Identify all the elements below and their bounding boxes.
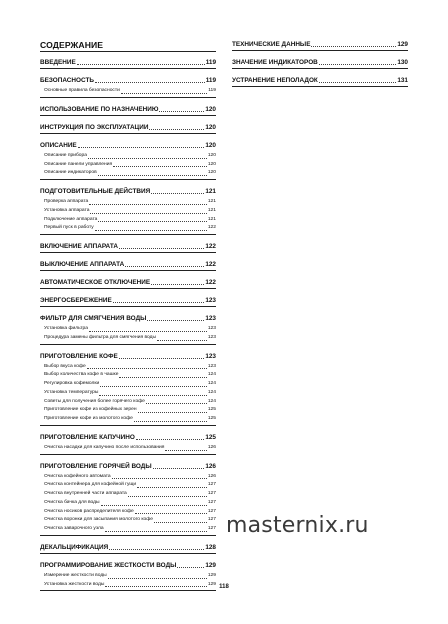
toc-subitems: [40, 87, 216, 96]
toc-subitem: [40, 398, 216, 407]
toc-entry-title: БЕЗОПАСНОСТЬ: [40, 77, 94, 84]
toc-subitem: [40, 371, 216, 380]
toc-page-number: 120: [207, 152, 216, 158]
toc-section-heading: [232, 58, 408, 67]
dot-leader: [128, 495, 207, 497]
toc-entry-title: ВЫКЛЮЧЕНИЕ АППАРАТА: [40, 261, 125, 268]
toc-entry-title: АВТОМАТИЧЕСКОЕ ОТКЛЮЧЕНИЕ: [40, 279, 151, 286]
dot-leader: [89, 330, 207, 332]
toc-page-number: 122: [205, 261, 216, 268]
toc-section: [40, 543, 216, 554]
toc-entry-title: ОПИСАНИЕ: [40, 141, 77, 149]
toc-page-number: 120: [205, 105, 216, 113]
toc-entry-title: Приготовление кофе из кофейных зерен: [44, 407, 137, 413]
toc-page-number: 122: [205, 243, 216, 250]
dot-leader: [146, 402, 207, 404]
toc-section: [40, 296, 216, 307]
dot-leader: [137, 486, 207, 488]
toc-section: [40, 123, 216, 134]
toc-entry-title: Установка фильтра: [44, 326, 88, 331]
toc-subitem: [40, 87, 216, 96]
dot-leader: [90, 212, 206, 214]
toc-page-number: 125: [207, 416, 216, 421]
toc-section-heading: [40, 462, 216, 471]
toc-section-heading: [40, 352, 216, 361]
toc-subitem: [40, 508, 216, 517]
toc-page-number: 120: [205, 123, 216, 131]
toc-entry-title: ВКЛЮЧЕНИЕ АППАРАТА: [40, 243, 118, 250]
toc-section-heading: [40, 123, 216, 132]
toc-subitem: [40, 490, 216, 499]
toc-page-number: 121: [207, 199, 216, 204]
toc-subitem: [40, 224, 216, 233]
dot-leader: [113, 165, 207, 167]
toc-subitem: [40, 216, 216, 225]
toc-entry-title: ПРИГОТОВЛЕНИЕ ГОРЯЧЕЙ ВОДЫ: [40, 462, 152, 470]
toc-entry-title: ВВЕДЕНИЕ: [40, 59, 76, 66]
dot-leader: [165, 449, 206, 451]
toc-page-number: 123: [207, 326, 216, 331]
dot-leader: [147, 319, 204, 321]
toc-section-heading: [40, 314, 216, 323]
toc-section: [40, 260, 216, 271]
toc-page-number: 126: [207, 444, 216, 450]
toc-subitems: [40, 444, 216, 453]
toc-section: [40, 278, 216, 289]
toc-entry-title: Очистка насадки для капучино после использования: [44, 444, 165, 450]
toc-right-list: [232, 40, 408, 87]
toc-entry-title: Установка аппарата: [44, 207, 90, 213]
toc-page-number: 121: [205, 188, 216, 195]
dot-leader: [112, 477, 207, 479]
toc-section: [232, 58, 408, 69]
toc-subitem: [40, 572, 216, 581]
toc-subitem: [40, 161, 216, 170]
toc-subitem: [40, 198, 216, 207]
toc-section: [40, 58, 216, 69]
toc-page-number: 121: [207, 216, 216, 222]
toc-entry-title: ДЕКАЛЬЦИФИКАЦИЯ: [40, 543, 109, 551]
toc-section: [40, 187, 216, 235]
toc-subitem: [40, 525, 216, 534]
toc-entry-title: Основные правила безопасности: [44, 88, 120, 93]
toc-entry-title: Советы для получения более горячего кофе: [44, 398, 145, 404]
dot-leader: [89, 203, 207, 205]
dot-leader: [135, 512, 207, 514]
toc-page-number: 127: [207, 491, 216, 496]
toc-page-number: 127: [207, 499, 216, 505]
dot-leader: [136, 438, 205, 440]
toc-page-number: 120: [207, 161, 216, 167]
dot-leader: [88, 157, 207, 159]
toc-entry-title: ПРИГОТОВЛЕНИЕ КОФЕ: [40, 352, 118, 360]
dot-leader: [87, 367, 207, 369]
toc-entry-title: ЭНЕРГОСБЕРЕЖЕНИЕ: [40, 297, 112, 304]
toc-page-number: 129: [205, 561, 216, 569]
toc-subitem: [40, 325, 216, 334]
toc-page-number: 127: [207, 482, 216, 488]
toc-subitem: [40, 169, 216, 178]
toc-entry-title: ПОДГОТОВИТЕЛЬНЫЕ ДЕЙСТВИЯ: [40, 188, 151, 195]
toc-subitem: [40, 380, 216, 389]
toc-entry-title: Подключение аппарата: [44, 216, 98, 222]
toc-page-number: 123: [207, 363, 216, 369]
toc-left-column: [40, 40, 216, 591]
toc-section-heading: [40, 278, 216, 287]
toc-page-number: 125: [207, 407, 216, 413]
toc-entry-title: ТЕХНИЧЕСКИЕ ДАННЫЕ: [232, 41, 311, 48]
toc-subitem: [40, 406, 216, 415]
toc-section: [40, 352, 216, 426]
toc-subitems: [40, 198, 216, 233]
toc-page-number: 124: [207, 381, 216, 386]
dot-leader: [95, 229, 207, 231]
toc-page-number: 129: [207, 581, 216, 587]
dot-leader: [100, 385, 207, 387]
toc-entry-title: Проверка аппарата: [44, 199, 89, 204]
dot-leader: [113, 301, 205, 303]
toc-page-number: 129: [397, 41, 408, 48]
toc-page-number: 127: [207, 517, 216, 523]
toc-page-number: 127: [207, 508, 216, 514]
toc-page-number: 127: [207, 526, 216, 531]
toc-section-heading: [40, 76, 216, 85]
toc-right-column: [232, 40, 408, 87]
toc-subitem: [40, 499, 216, 508]
toc-subitems: [40, 363, 216, 424]
toc-entry-title: Очистка контейнера для кофейной гущи: [44, 482, 137, 488]
toc-subitems: [40, 152, 216, 178]
toc-section: [232, 40, 408, 51]
dot-leader: [159, 110, 204, 112]
toc-entry-title: ИСПОЛЬЗОВАНИЕ ПО НАЗНАЧЕНИЮ: [40, 105, 159, 113]
toc-page-number: 128: [205, 543, 216, 551]
dot-leader: [99, 394, 206, 396]
toc-section: [40, 105, 216, 116]
dot-leader: [319, 63, 397, 65]
toc-page-number: 123: [205, 352, 216, 360]
toc-section-heading: [40, 187, 216, 196]
toc-page-number: 119: [208, 88, 216, 93]
toc-section-heading: [40, 58, 216, 67]
toc-entry-title: Описание панели управления: [44, 161, 113, 167]
dot-leader: [319, 81, 397, 83]
toc-subitems: [40, 325, 216, 343]
toc-entry-title: ИНСТРУКЦИЯ ПО ЭКСПЛУАТАЦИИ: [40, 123, 149, 131]
toc-page-number: 124: [207, 372, 216, 378]
toc-section-heading: [40, 260, 216, 269]
toc-page-number: 131: [397, 77, 408, 84]
toc-subitem: [40, 473, 216, 482]
dot-leader: [95, 81, 205, 83]
toc-page-number: 120: [205, 141, 216, 149]
toc-subitem: [40, 363, 216, 372]
dot-leader: [121, 92, 207, 94]
toc-page-number: 120: [207, 170, 216, 176]
toc-subitem: [40, 481, 216, 490]
toc-entry-title: ПРИГОТОВЛЕНИЕ КАПУЧИНО: [40, 433, 135, 441]
toc-subitem: [40, 415, 216, 424]
toc-entry-title: Процедура замены фильтра для смягчения воды: [44, 334, 156, 340]
toc-page-number: 122: [205, 279, 216, 286]
toc-page-number: 125: [205, 433, 216, 441]
dot-leader: [101, 504, 207, 506]
toc-section-heading: [40, 561, 216, 570]
toc-section: [40, 314, 216, 345]
dot-leader: [177, 566, 204, 568]
toc-subitem: [40, 152, 216, 161]
dot-leader: [119, 357, 205, 359]
toc-subitem: [40, 389, 216, 398]
toc-subitem: [40, 207, 216, 216]
toc-entry-title: Приготовление кофе из молотого кофе: [44, 416, 133, 421]
toc-entry-title: ФИЛЬТР ДЛЯ СМЯГЧЕНИЯ ВОДЫ: [40, 315, 147, 322]
toc-entry-title: Очистка носиков распределителя кофе: [44, 508, 134, 514]
toc-entry-title: Первый пуск в работу: [44, 225, 94, 231]
toc-entry-title: Выбор вкуса кофе: [44, 363, 86, 369]
dot-leader: [125, 265, 204, 267]
toc-entry-title: УСТРАНЕНИЕ НЕПОЛАДОК: [232, 77, 318, 84]
dot-leader: [105, 530, 207, 532]
toc-entry-title: Очистка кофейного автомата: [44, 473, 111, 479]
toc-section: [40, 462, 216, 536]
toc-page-number: 129: [207, 572, 216, 578]
toc-page-number: 124: [207, 389, 216, 395]
dot-leader: [108, 577, 207, 579]
toc-section: [232, 76, 408, 87]
toc-entry-title: Выбор количества кофе в чашке: [44, 372, 119, 378]
toc-section: [40, 433, 216, 455]
toc-entry-title: Очистка заварочного узла: [44, 526, 104, 531]
dot-leader: [134, 420, 207, 422]
dot-leader: [138, 411, 207, 413]
toc-entry-title: Измерение жесткости воды: [44, 572, 107, 578]
toc-page-number: 130: [397, 59, 408, 66]
toc-page-number: 119: [205, 59, 216, 66]
dot-leader: [311, 45, 396, 47]
toc-page-number: 123: [207, 334, 216, 340]
toc-section: [40, 76, 216, 98]
dot-leader: [151, 192, 204, 194]
page-number: 118: [219, 584, 229, 590]
toc-subitems: [40, 473, 216, 534]
dot-leader: [98, 174, 207, 176]
toc-entry-title: Описание индикаторов: [44, 170, 97, 176]
toc-section-heading: [40, 105, 216, 114]
toc-section: [40, 141, 216, 180]
toc-section-heading: [232, 76, 408, 85]
toc-left-list: [40, 58, 216, 591]
toc-entry-title: Очистка воронки для засыпания молотого кофе: [44, 517, 153, 523]
toc-entry-title: Очистка внутренней части аппарата: [44, 491, 127, 496]
toc-page-number: 123: [205, 315, 216, 322]
toc-subitem: [40, 334, 216, 343]
toc-page-number: 123: [205, 297, 216, 304]
toc-entry-title: Описание прибора: [44, 152, 87, 158]
toc-subitem: [40, 444, 216, 453]
toc-entry-title: Установка температуры: [44, 389, 99, 395]
toc-section-heading: [40, 543, 216, 552]
toc-section: [40, 242, 216, 253]
toc-title: СОДЕРЖАНИЕ: [40, 40, 216, 52]
toc-page-number: 121: [207, 207, 216, 213]
dot-leader: [149, 128, 204, 130]
toc-section-heading: [232, 40, 408, 49]
toc-page-number: 119: [205, 77, 216, 84]
dot-leader: [153, 467, 205, 469]
dot-leader: [157, 339, 207, 341]
dot-leader: [98, 220, 206, 222]
toc-page-number: 122: [207, 225, 216, 231]
toc-page-number: 126: [207, 473, 216, 479]
dot-leader: [154, 521, 207, 523]
toc-entry-title: Очистка бачка для воды: [44, 499, 100, 505]
toc-section-heading: [40, 433, 216, 442]
toc-page-number: 126: [205, 462, 216, 470]
toc-section-heading: [40, 242, 216, 251]
toc-section-heading: [40, 296, 216, 305]
toc-entry-title: Регулировка кофемолки: [44, 381, 100, 386]
toc-entry-title: Установка жесткости воды: [44, 581, 105, 587]
dot-leader: [109, 548, 204, 550]
toc-entry-title: ПРОГРАММИРОВАНИЕ ЖЕСТКОСТИ ВОДЫ: [40, 561, 177, 569]
toc-section-heading: [40, 141, 216, 150]
dot-leader: [119, 376, 206, 378]
toc-subitem: [40, 516, 216, 525]
watermark-text: masternix.ru: [226, 513, 369, 538]
toc-page-number: 124: [207, 398, 216, 404]
toc-entry-title: ЗНАЧЕНИЕ ИНДИКАТОРОВ: [232, 59, 318, 66]
dot-leader: [77, 63, 205, 65]
dot-leader: [119, 247, 204, 249]
dot-leader: [151, 283, 204, 285]
dot-leader: [78, 146, 205, 148]
